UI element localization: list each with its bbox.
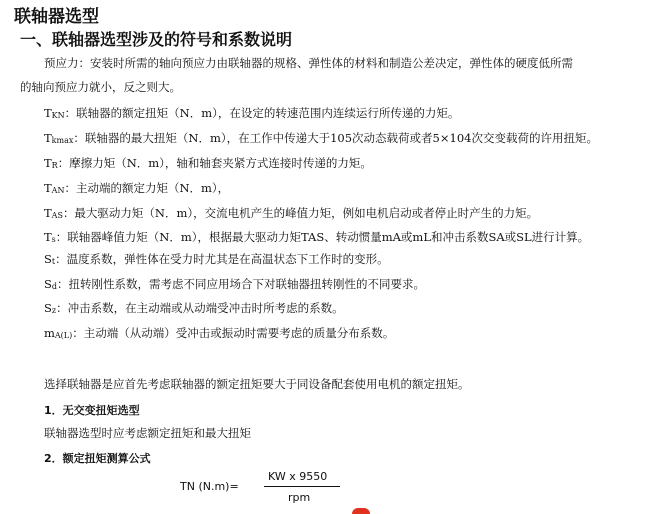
definition-text: ：摩擦力矩（N．m），轴和轴套夹紧方式连接时传递的力矩。 xyxy=(57,156,372,170)
definition-text: ：温度系数，弹性体在受力时尤其是在高温状态下工作时的变形。 xyxy=(55,252,389,266)
symbol: T xyxy=(44,106,52,120)
fraction-bar xyxy=(264,486,340,487)
intro-paragraph-line-2: 的轴向预应力就小，反之则大。 xyxy=(20,80,181,94)
symbol: T xyxy=(44,181,52,195)
definition-tas xyxy=(44,205,538,224)
definition-text: ：冲击系数，在主动端或从动端受冲击时所考虑的系数。 xyxy=(56,301,344,315)
definition-tkn xyxy=(44,105,459,124)
red-marker-icon xyxy=(352,508,370,514)
definition-text: ：联轴器峰值力矩（N．m），根据最大驱动力矩TAS、转动惯量mA或mL和冲击系数SA或SL进行计算。 xyxy=(55,230,590,244)
formula-denominator: rpm xyxy=(288,491,311,504)
definition-text: ：主动端的额定力矩（N．m）， xyxy=(64,181,230,195)
symbol: T xyxy=(44,230,52,244)
symbol-subscript: KN xyxy=(51,111,65,120)
symbol: T xyxy=(44,156,52,170)
definition-ts xyxy=(44,229,589,248)
definition-text: ：最大驱动力矩（N．m），交流电机产生的峰值力矩，例如电机启动或者停止时产生的力矩。 xyxy=(62,206,539,220)
definition-tan xyxy=(44,180,229,199)
page-title: 联轴器选型 xyxy=(14,7,99,27)
definition-sd xyxy=(44,276,425,295)
symbol: S xyxy=(44,277,52,291)
symbol-subscript: A(L) xyxy=(54,331,73,340)
definition-st xyxy=(44,251,389,270)
symbol-subscript: t xyxy=(51,257,56,266)
symbol-subscript: R xyxy=(51,161,58,170)
definition-text: ：主动端（从动端）受冲击或振动时需要考虑的质量分布系数。 xyxy=(72,326,395,340)
selection-intro: 选择联轴器是应首先考虑联轴器的额定扭矩要大于同设备配套使用电机的额定扭矩。 xyxy=(44,377,470,391)
symbol-subscript: AN xyxy=(51,186,65,195)
symbol: S xyxy=(44,301,52,315)
definition-text: ：联轴器的最大扭矩（N．m），在工作中传递大于105次动态载荷或者5×104次交变载荷的许用扭矩。 xyxy=(73,131,598,145)
definition-text: ：联轴器的额定扭矩（N．m），在设定的转速范围内连续运行所传递的力矩。 xyxy=(64,106,460,120)
symbol: T xyxy=(44,206,52,220)
formula-numerator: KW x 9550 xyxy=(268,470,328,483)
symbol-subscript: s xyxy=(51,235,56,244)
definition-mal xyxy=(44,325,394,344)
heading-no-alternating-torque: 1．无交变扭矩选型 xyxy=(44,404,140,417)
definition-sz xyxy=(44,300,344,319)
definition-tkmax xyxy=(44,130,598,149)
heading-1-text: 联轴器选型时应考虑额定扭矩和最大扭矩 xyxy=(44,426,251,440)
formula-lhs: TN (N.m)= xyxy=(180,480,239,493)
definition-text: ：扭转刚性系数，需考虑不同应用场合下对联轴器扭转刚性的不同要求。 xyxy=(57,277,426,291)
symbol-subscript: kmax xyxy=(51,136,74,145)
heading-rated-torque-formula: 2．额定扭矩测算公式 xyxy=(44,452,151,465)
definition-tr xyxy=(44,155,372,174)
symbol: m xyxy=(44,326,55,340)
section-title: 一、联轴器选型涉及的符号和系数说明 xyxy=(20,30,293,49)
symbol: T xyxy=(44,131,52,145)
symbol-subscript: d xyxy=(51,282,58,291)
symbol: S xyxy=(44,252,52,266)
intro-paragraph-line-1: 预应力：安装时所需的轴向预应力由联轴器的规格、弹性体的材料和制造公差决定，弹性体的硬度低所需 xyxy=(44,56,573,70)
symbol-subscript: z xyxy=(51,306,57,315)
symbol-subscript: AS xyxy=(51,211,63,220)
